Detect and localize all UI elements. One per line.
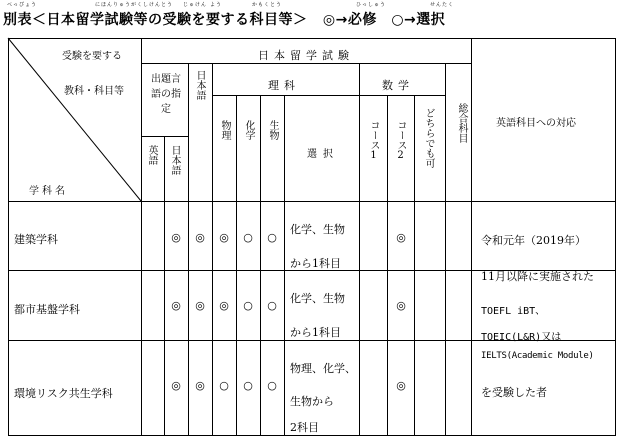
title-text: 別表＜日本留学試験等の受験を要する科目等＞ (3, 12, 308, 28)
english-note-line: IELTS(Academic Module) (481, 351, 594, 361)
mark-cell: ◎ (171, 379, 181, 392)
selection-line: 化学、生物 (290, 292, 345, 305)
ruby-title: べっぴょう (7, 2, 38, 8)
english-note-line: TOEFL iBT、 (481, 306, 546, 317)
department-urban-infrastructure: 都市基盤学科 (14, 303, 80, 316)
ruby-sentaku: せんたく (430, 2, 455, 8)
selection-line: 2科目 (290, 421, 319, 434)
header-selection: 選択 (307, 149, 339, 160)
mark-cell: ○ (219, 379, 229, 392)
header-physics: 物理 (219, 120, 230, 140)
mark-cell: ◎ (195, 379, 205, 392)
mark-cell: ◎ (219, 231, 229, 244)
mark-cell: ◎ (171, 299, 181, 312)
ruby-hisshu: ひっしゅう (356, 2, 387, 8)
english-note-line: を受験した者 (481, 386, 547, 399)
header-lang-japanese: 日本語 (169, 145, 180, 175)
header-course2: コース2 (395, 120, 406, 161)
department-architecture: 建築学科 (14, 233, 58, 246)
header-department-name: 学科名 (29, 186, 68, 197)
header-math: 数学 (382, 79, 414, 92)
department-environmental-risk: 環境リスク共生学科 (14, 387, 113, 400)
mark-course2: ◎ (396, 379, 406, 392)
selection-line: 生物から (290, 395, 334, 408)
ruby-kamoku: かもくとう (252, 2, 283, 8)
ruby-yo: よう (210, 2, 223, 8)
mark-cell: ○ (267, 299, 277, 312)
english-note-line: 令和元年（2019年） (481, 234, 586, 247)
mark-cell: ○ (243, 379, 253, 392)
header-course1: コース1 (368, 120, 379, 161)
selection-line: 化学、生物 (290, 223, 345, 236)
header-chemistry: 化学 (243, 120, 254, 140)
english-note-line: 11月以降に実施された (481, 270, 594, 283)
ruby-eju: にほんりゅうがくしけんとう (95, 2, 174, 8)
header-biology: 生物 (267, 120, 278, 140)
mark-course2: ◎ (396, 231, 406, 244)
header-either: どちらでも可 (423, 108, 434, 168)
mark-course2: ◎ (396, 299, 406, 312)
mark-cell: ○ (243, 299, 253, 312)
header-science: 理科 (268, 79, 300, 92)
header-english-exam: 英語科目への対応 (496, 118, 576, 129)
header-subjects: 教科・科目等 (64, 86, 124, 97)
mark-cell: ○ (243, 231, 253, 244)
selection-line: 物理、化学、 (290, 362, 356, 375)
mark-cell: ◎ (195, 231, 205, 244)
mark-legend: ◎→必修 ○→選択 (322, 12, 446, 28)
english-note-line: TOEIC(L&R)又は (481, 332, 562, 343)
mark-cell: ○ (267, 379, 277, 392)
mark-cell: ◎ (195, 299, 205, 312)
ruby-juken: じゅけん (183, 2, 208, 8)
header-lang-english: 英語 (146, 145, 157, 165)
header-question-language: 出題言語の指定 (151, 74, 181, 115)
mark-cell: ○ (267, 231, 277, 244)
header-japanese: 日本語 (194, 70, 205, 100)
mark-cell: ◎ (171, 231, 181, 244)
header-exam-required: 受験を要する (62, 51, 122, 62)
header-general: 総合科目 (456, 103, 467, 143)
header-eju: 日本留学試験 (258, 49, 354, 62)
mark-cell: ◎ (219, 299, 229, 312)
selection-line: から1科目 (290, 326, 341, 339)
selection-line: から1科目 (290, 257, 341, 270)
